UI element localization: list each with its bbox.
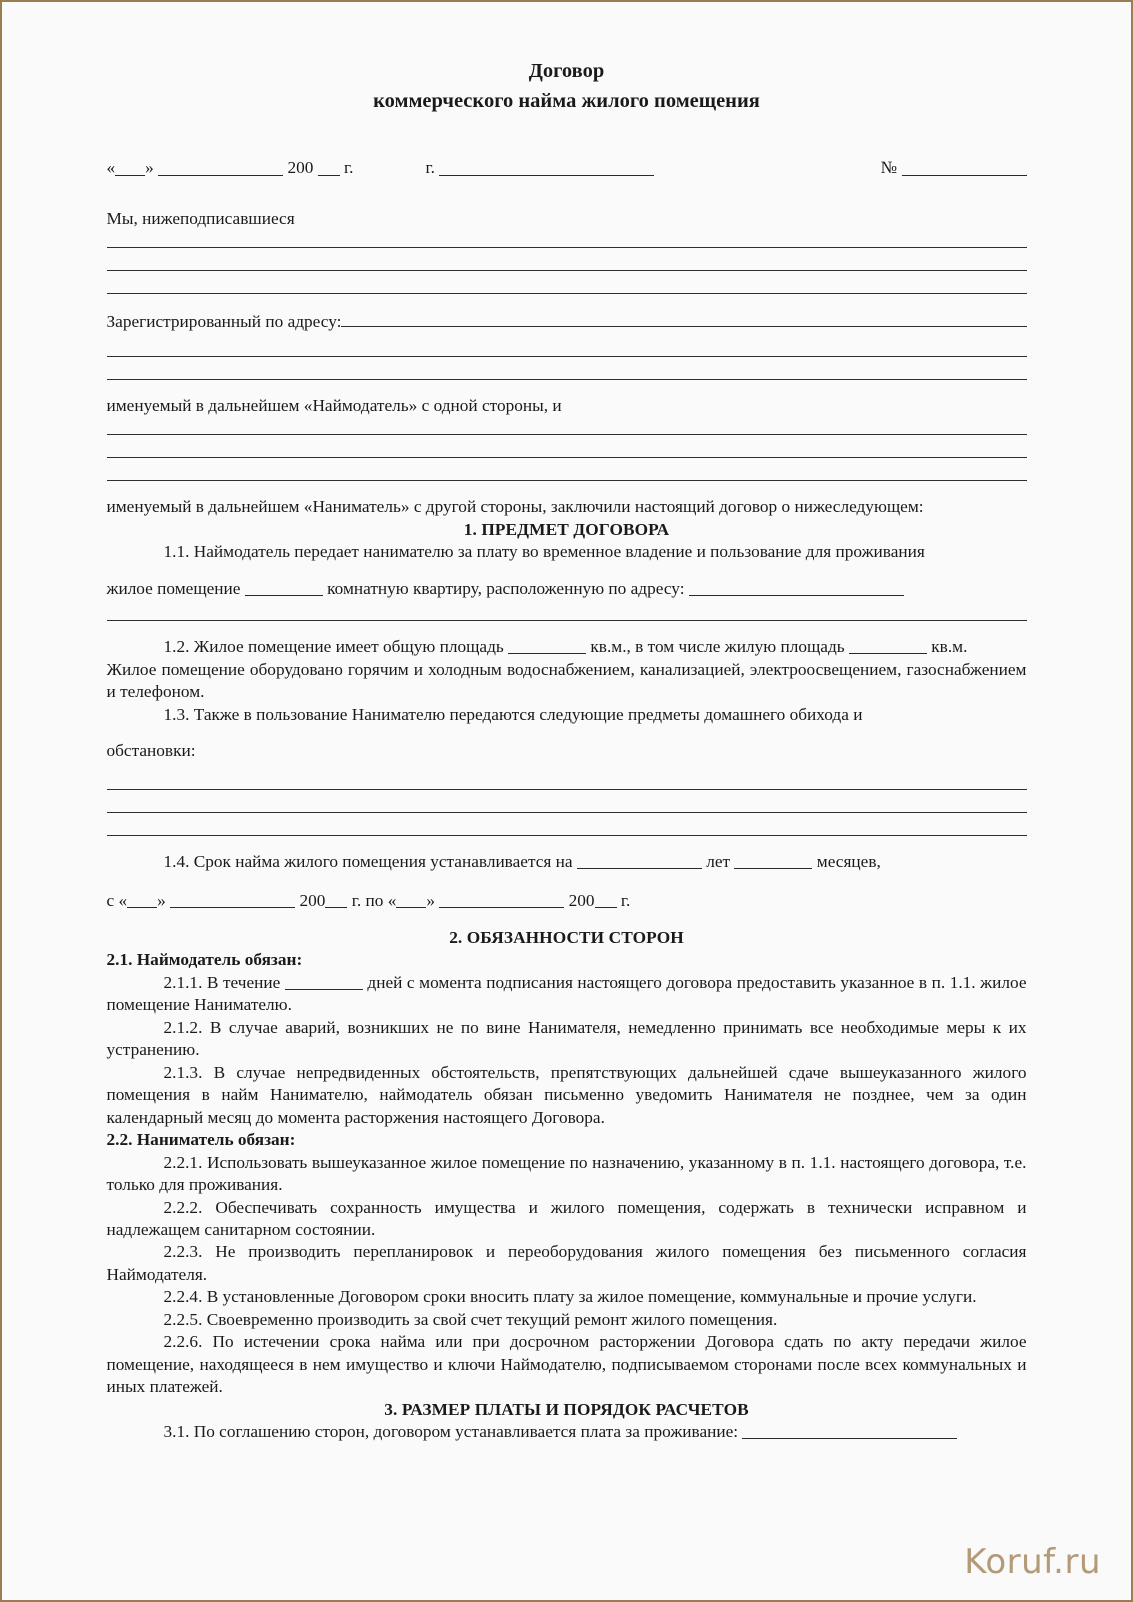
quote-open-from: « xyxy=(118,891,128,911)
clause-2-2-6: 2.2.6. По истечении срока найма или при досрочном расторжении Договора сдать по акту передачи жилое помещение, находящееся в нем имущество и ключи Наймодателю, подписываемом сторонами после всех коммунальных и иных платежей. xyxy=(106,1332,1027,1397)
clause-1-1-pre: жилое помещение xyxy=(106,578,241,598)
term-months-blank[interactable] xyxy=(734,851,812,868)
quote-close-to: » xyxy=(426,891,435,911)
clause-1-4-line-1 xyxy=(107,851,1027,873)
term-from-year-prefix: 200 xyxy=(299,891,326,911)
year-suffix: г. xyxy=(344,158,354,178)
clause-3-1 xyxy=(107,1421,1027,1443)
term-to-year-blank[interactable] xyxy=(595,891,617,908)
term-to-label: по xyxy=(365,891,384,911)
clause-1-4-post: месяцев, xyxy=(816,851,881,871)
term-to-month-blank[interactable] xyxy=(439,891,564,908)
clause-2-2-heading: 2.2. Наниматель обязан: xyxy=(106,1130,296,1150)
clause-1-1-line-1: 1.1. Наймодатель передает нанимателю за плату во временное владение и пользование для проживания xyxy=(163,542,925,562)
clause-1-3-blank-line-1[interactable] xyxy=(107,789,1027,790)
term-years-blank[interactable] xyxy=(577,851,702,868)
city-blank[interactable] xyxy=(439,158,654,175)
clause-1-4-mid: лет xyxy=(706,851,731,871)
clause-2-1-1 xyxy=(107,972,1027,1017)
tenant-clause: именуемый в дальнейшем «Наниматель» с другой стороны, заключили настоящий договор о нижеследующем: xyxy=(106,497,924,517)
day-blank[interactable] xyxy=(115,158,145,175)
number-blank[interactable] xyxy=(902,158,1027,175)
clause-1-4-line-2 xyxy=(107,890,1027,912)
clause-2-1-1-post: дней с момента подписания настоящего договора предоставить указанное в п. 1.1. жилое помещение Нанимателю. xyxy=(106,972,1027,1015)
header-meta-row xyxy=(107,157,1027,179)
undersigned-blank-line-2[interactable] xyxy=(107,270,1027,271)
clause-1-2-post: кв.м. xyxy=(931,637,968,657)
clause-1-1-mid: комнатную квартиру, расположенную по адресу: xyxy=(327,578,685,598)
quote-close: » xyxy=(145,158,154,178)
contract-city-field xyxy=(353,157,880,179)
year-blank[interactable] xyxy=(318,158,340,175)
registered-address-blank[interactable] xyxy=(341,312,1026,328)
clause-1-3-blank-line-2[interactable] xyxy=(107,812,1027,813)
quote-open-to: « xyxy=(387,891,397,911)
term-from-day-blank[interactable] xyxy=(127,891,157,908)
registered-address-blank-line-2[interactable] xyxy=(107,356,1027,357)
number-label: № xyxy=(880,158,898,178)
site-watermark: Koruf.ru xyxy=(964,1542,1101,1582)
term-to-day-blank[interactable] xyxy=(396,891,426,908)
undersigned-blank-line-1[interactable] xyxy=(107,247,1027,248)
registered-address-label: Зарегистрированный по адресу: xyxy=(106,312,342,332)
living-area-blank[interactable] xyxy=(849,637,927,654)
page-title xyxy=(2,2,1131,116)
landlord-clause: именуемый в дальнейшем «Наймодатель» с одной стороны, и xyxy=(106,395,562,415)
rent-amount-blank[interactable] xyxy=(742,1422,957,1439)
clause-1-2-pre: 1.2. Жилое помещение имеет общую площадь xyxy=(163,637,504,657)
registered-address-row xyxy=(107,311,1027,333)
undersigned-label: Мы, нижеподписавшиеся xyxy=(106,208,295,228)
clause-1-2-line-2: Жилое помещение оборудовано горячим и холодным водоснабжением, канализацией, электроосвещением, газоснабжением и телефоном. xyxy=(106,659,1027,702)
clause-2-2-5: 2.2.5. Своевременно производить за свой счет текущий ремонт жилого помещения. xyxy=(163,1309,778,1329)
title-line-1: Договор xyxy=(528,60,605,82)
term-from-month-blank[interactable] xyxy=(170,891,295,908)
clause-2-1-heading: 2.1. Наймодатель обязан: xyxy=(106,950,303,970)
total-area-blank[interactable] xyxy=(508,637,586,654)
clause-1-4-pre: 1.4. Срок найма жилого помещения устанавливается на xyxy=(163,851,573,871)
rooms-count-blank[interactable] xyxy=(245,578,323,595)
year-prefix: 200 xyxy=(287,158,314,178)
quote-open: « xyxy=(106,158,116,178)
clause-2-2-4: 2.2.4. В установленные Договором сроки вносить плату за жилое помещение, коммунальные и прочие услуги. xyxy=(163,1287,977,1307)
clause-2-2-2: 2.2.2. Обеспечивать сохранность имущества и жилого помещения, содержать в технически исправном и надлежащем санитарном состоянии. xyxy=(106,1197,1027,1239)
apartment-address-blank[interactable] xyxy=(689,578,904,595)
landlord-blank-line-2[interactable] xyxy=(107,457,1027,458)
section-2-heading: 2. ОБЯЗАННОСТИ СТОРОН xyxy=(449,927,684,947)
clause-2-2-3: 2.2.3. Не производить перепланировок и переоборудования жилого помещения без письменного согласия Наймодателя. xyxy=(106,1242,1027,1284)
document-body xyxy=(107,116,1027,1443)
contract-number-field xyxy=(881,157,1027,179)
clause-1-2-mid: кв.м., в том числе жилую площадь xyxy=(590,637,845,657)
term-to-year-suffix: г. xyxy=(620,891,631,911)
month-blank[interactable] xyxy=(158,158,283,175)
term-from-label: с xyxy=(106,891,115,911)
clause-1-1-line-2 xyxy=(107,578,1027,600)
clause-1-2-line-1 xyxy=(107,636,1027,658)
city-label: г. xyxy=(425,158,435,178)
landlord-blank-line-1[interactable] xyxy=(107,434,1027,435)
quote-close-from: » xyxy=(157,891,166,911)
contract-date-field xyxy=(107,157,354,179)
clause-2-1-3: 2.1.3. В случае непредвиденных обстоятельств, препятствующих дальнейшей сдаче вышеуказанного жилого помещения в найм Нанимателю, наймодатель обязан письменно уведомить Нанимателя не позднее, чем за один календарный месяц до момента расторжения настоящего Договора. xyxy=(106,1062,1027,1127)
title-line-2: коммерческого найма жилого помещения xyxy=(373,89,760,112)
clause-1-3-line-1: 1.3. Также в пользование Нанимателю передаются следующие предметы домашнего обихода и xyxy=(163,704,863,724)
undersigned-blank-line-3[interactable] xyxy=(107,293,1027,294)
clause-1-3-line-2: обстановки: xyxy=(106,741,196,761)
term-from-year-blank[interactable] xyxy=(325,891,347,908)
handover-days-blank[interactable] xyxy=(285,972,363,989)
clause-2-1-1-pre: 2.1.1. В течение xyxy=(163,972,281,992)
term-to-year-prefix: 200 xyxy=(568,891,595,911)
clause-2-1-2: 2.1.2. В случае аварий, возникших не по вине Нанимателя, немедленно принимать все необходимые меры к их устранению. xyxy=(106,1017,1027,1060)
clause-3-1-text: 3.1. По соглашению сторон, договором устанавливается плата за проживание: xyxy=(163,1422,739,1442)
clause-2-2-1: 2.2.1. Использовать вышеуказанное жилое помещение по назначению, указанному в п. 1.1. настоящего договора, т.е. только для проживания. xyxy=(106,1152,1027,1195)
section-3-heading: 3. РАЗМЕР ПЛАТЫ И ПОРЯДОК РАСЧЕТОВ xyxy=(384,1399,749,1419)
section-1-heading: 1. ПРЕДМЕТ ДОГОВОРА xyxy=(463,519,670,539)
term-from-year-suffix: г. xyxy=(351,891,362,911)
document-page xyxy=(2,2,1131,1600)
